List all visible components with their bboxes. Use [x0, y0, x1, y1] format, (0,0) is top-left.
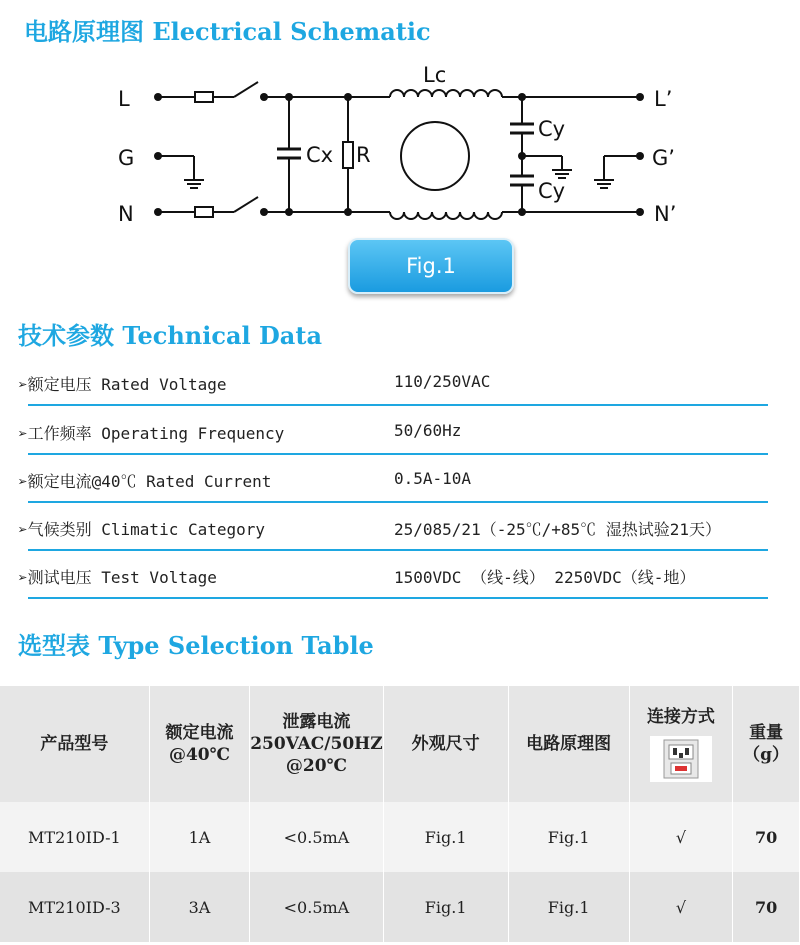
selection-heading: 选型表 Type Selection Table	[18, 631, 374, 660]
cell-connection: √	[629, 802, 733, 872]
table-header-row	[0, 686, 800, 802]
tech-value: 1500VDC （线-线） 2250VDC（线-地）	[394, 568, 696, 587]
cell-model: MT210ID-3	[0, 872, 149, 942]
tech-key: ➢气候类别 Climatic Category	[18, 520, 266, 539]
type-selection-table	[0, 686, 800, 942]
tech-row-frequency	[18, 407, 768, 455]
tech-row-current	[18, 455, 768, 503]
fig1-button[interactable]: Fig.1	[348, 238, 514, 294]
label-cx: Cx	[306, 143, 334, 167]
divider	[28, 597, 768, 599]
technical-heading: 技术参数 Technical Data	[18, 321, 322, 350]
header-circuit: 电路原理图	[508, 686, 629, 802]
tech-value: 50/60Hz	[394, 421, 462, 440]
choke-coil-bottom	[390, 212, 502, 219]
tech-key: ➢额定电压 Rated Voltage	[18, 375, 227, 394]
label-l-out: L’	[654, 87, 673, 111]
cell-leakage: <0.5mA	[250, 802, 383, 872]
tech-key: ➢测试电压 Test Voltage	[18, 568, 217, 587]
tech-row-voltage	[18, 358, 768, 406]
cell-model: MT210ID-1	[0, 802, 149, 872]
tech-value: 25/085/21（-25℃/+85℃ 湿热试验21天）	[394, 520, 722, 539]
cell-leakage: <0.5mA	[250, 872, 383, 942]
tech-value: 110/250VAC	[394, 372, 491, 391]
fuse-l	[195, 92, 213, 102]
header-weight: 重量 （g）	[733, 686, 800, 802]
label-g: G	[118, 146, 135, 170]
cell-current: 1A	[149, 802, 250, 872]
header-connection: 连接方式	[629, 686, 733, 802]
label-cy-1: Cy	[538, 117, 566, 141]
header-size: 外观尺寸	[383, 686, 508, 802]
cell-circuit: Fig.1	[508, 802, 629, 872]
choke-core	[401, 122, 469, 190]
header-current: 额定电流 @40℃	[149, 686, 250, 802]
cell-weight: 70	[733, 802, 800, 872]
fuse-n	[195, 207, 213, 217]
cell-circuit: Fig.1	[508, 872, 629, 942]
cell-size: Fig.1	[383, 802, 508, 872]
label-cy-2: Cy	[538, 179, 566, 203]
label-n: N	[118, 202, 134, 226]
label-lc: Lc	[423, 63, 447, 87]
tech-value: 0.5A-10A	[394, 469, 472, 488]
header-model: 产品型号	[0, 686, 149, 802]
electrical-schematic	[0, 50, 800, 240]
label-g-out: G’	[652, 146, 675, 170]
label-r: R	[356, 143, 371, 167]
connector-image-icon	[650, 736, 712, 782]
schematic-heading: 电路原理图 Electrical Schematic	[24, 17, 431, 46]
tech-key: ➢工作频率 Operating Frequency	[18, 424, 285, 443]
tech-row-climatic	[18, 503, 768, 551]
divider	[28, 404, 768, 406]
choke-coil-top	[390, 90, 502, 97]
cell-weight: 70	[733, 872, 800, 942]
cell-size: Fig.1	[383, 872, 508, 942]
label-l: L	[118, 87, 130, 111]
table-row	[0, 802, 800, 872]
cell-current: 3A	[149, 872, 250, 942]
tech-key: ➢额定电流@40℃ Rated Current	[18, 472, 272, 491]
header-leakage: 泄露电流 250VAC/50HZ @20℃	[250, 686, 383, 802]
table-row	[0, 872, 800, 942]
cell-connection: √	[629, 872, 733, 942]
label-n-out: N’	[654, 202, 677, 226]
tech-row-test-voltage	[18, 551, 768, 599]
